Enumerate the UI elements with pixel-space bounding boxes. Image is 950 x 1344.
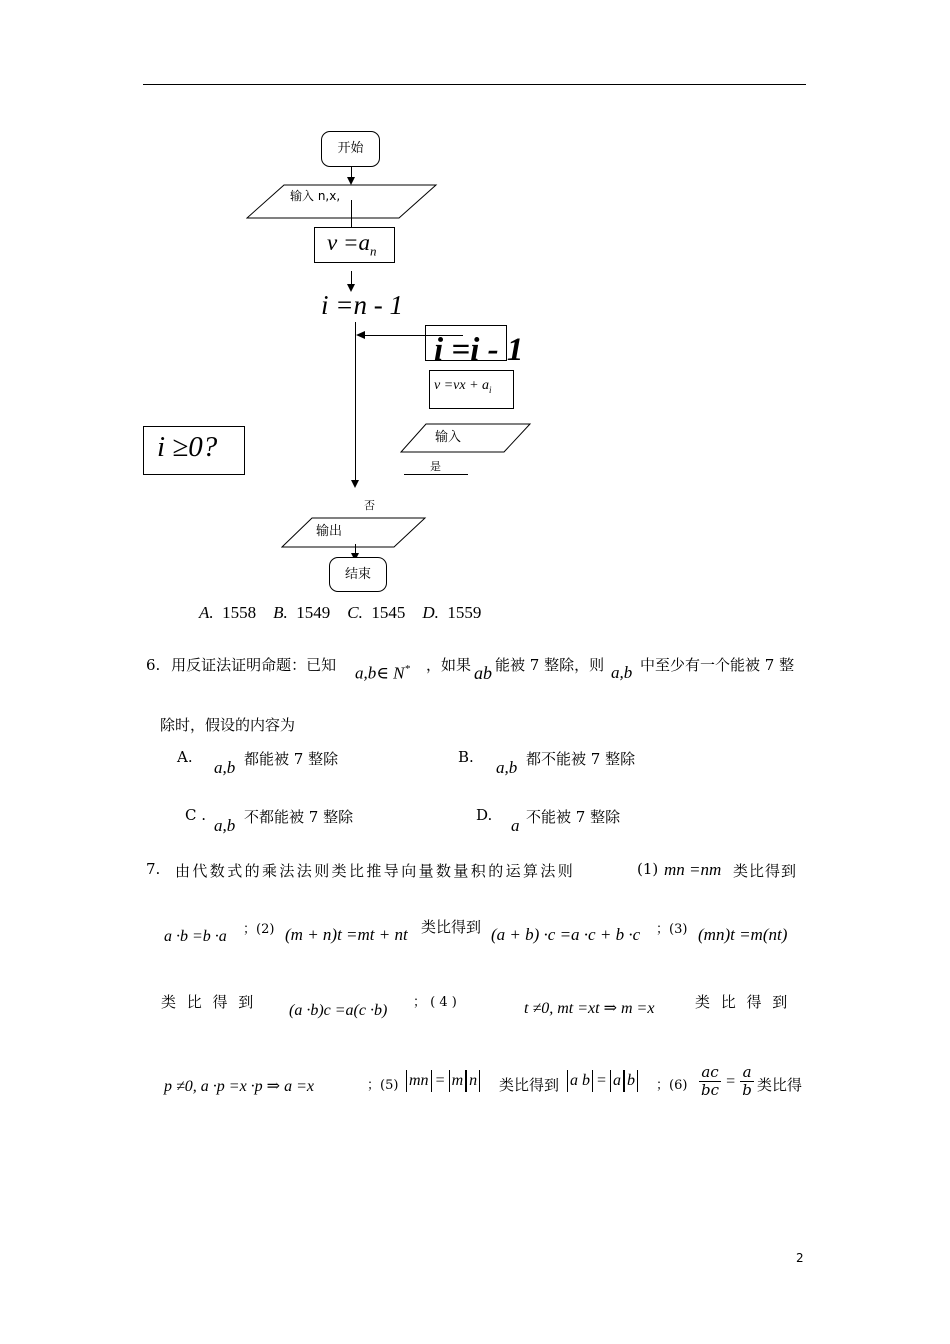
q6-number: 6. bbox=[146, 656, 161, 674]
q7-r2-math-2: (m + n)t =mt + nt bbox=[285, 925, 408, 944]
header-rule bbox=[143, 84, 806, 85]
q7-r4-fractions bbox=[699, 1064, 754, 1099]
q7-r4-eq-2: = bbox=[597, 1072, 607, 1089]
q7-text-2: 类比得到 bbox=[733, 862, 798, 880]
flow-main-line bbox=[355, 322, 356, 484]
q7-r2-math-3: (a + b) ·c =a ·c + b ·c bbox=[491, 925, 641, 944]
q5-option-d-value: 1559 bbox=[447, 603, 482, 622]
q5-option-a-letter: A. bbox=[199, 603, 214, 622]
q7-r3-text-1: 类 比 得 到 bbox=[161, 993, 257, 1011]
q5-option-a-value: 1558 bbox=[222, 603, 257, 622]
q6-line2: 除时，假设的内容为 bbox=[160, 716, 296, 734]
q6-option-a-math: a,b bbox=[214, 758, 236, 777]
flow-i-init-label: i =n - 1 bbox=[321, 290, 403, 320]
q6-option-d-letter: D. bbox=[476, 806, 493, 824]
q7-r4-text-1: 类比得到 bbox=[499, 1076, 560, 1094]
q7-r4-math-1: p ≠0, a ·p =x ·p ⇒ a =x bbox=[164, 1078, 314, 1095]
q7-r2-text-1: 类比得到 bbox=[421, 918, 482, 936]
q7-r4-abs-mn: mn bbox=[406, 1070, 432, 1092]
q7-r3-text-2: 类 比 得 到 bbox=[695, 993, 791, 1011]
flow-output-shape bbox=[281, 517, 427, 549]
q5-option-c-letter: C. bbox=[347, 603, 363, 622]
flow-start-label: 开始 bbox=[337, 141, 364, 156]
page-number: 2 bbox=[796, 1251, 804, 1265]
flow-v-init-text: v =a bbox=[327, 230, 370, 255]
q6-option-d-text: 不能被 7 整除 bbox=[526, 808, 621, 826]
flow-yes-line bbox=[404, 474, 468, 475]
flow-input1-label: 输入 n,x, bbox=[290, 189, 341, 203]
flow-arrow-down-main bbox=[351, 480, 359, 488]
q6-math-2: ab bbox=[474, 663, 492, 683]
q7-paren-1: (1) bbox=[637, 860, 659, 878]
q7-r4-frac-1-num: ac bbox=[699, 1064, 721, 1082]
flow-edge bbox=[351, 271, 352, 285]
q6-math-1 bbox=[355, 663, 410, 684]
q7-math-1: mn =nm bbox=[664, 860, 722, 879]
flow-arrow-left bbox=[356, 331, 365, 339]
flow-end-label: 结束 bbox=[344, 567, 371, 582]
q6-text-2: ，如果 bbox=[426, 656, 472, 674]
flow-end-box bbox=[329, 557, 387, 592]
q7-r2-paren-3: ；(3) bbox=[656, 922, 688, 937]
q5-option-b-value: 1549 bbox=[296, 603, 331, 622]
q6-option-a-text: 都能被 7 整除 bbox=[244, 750, 339, 768]
flow-input2-label: 输入 bbox=[435, 430, 462, 445]
q7-r3-math-2: t ≠0, mt =xt ⇒ m =x bbox=[524, 1000, 655, 1017]
q7-r4-eq-3: = bbox=[726, 1073, 736, 1090]
q7-r4-frac-2-den: b bbox=[742, 1081, 752, 1099]
flow-yes-label: 是 bbox=[430, 460, 441, 473]
flow-v-init-sub: n bbox=[369, 243, 377, 259]
q7-r4-abs-2 bbox=[567, 1070, 638, 1092]
q6-text-1: 用反证法证明命题：已知 bbox=[171, 656, 337, 674]
q6-option-c-text: 不都能被 7 整除 bbox=[244, 808, 354, 826]
flow-i-dec-label: i =i - 1 bbox=[434, 332, 524, 368]
q7-intro: 由代数式的乘法法则类比推导向量数量积的运算法则 bbox=[175, 862, 576, 880]
q7-r3-paren-4: ； ( 4 ) bbox=[413, 995, 457, 1010]
flow-edge bbox=[351, 200, 352, 230]
q6-line1 bbox=[146, 654, 336, 675]
q5-option-d-letter: D. bbox=[422, 603, 439, 622]
flow-v-update-sub: i bbox=[489, 384, 492, 395]
flow-v-init-label bbox=[327, 230, 376, 260]
q7-r4-frac-1 bbox=[699, 1064, 721, 1099]
q7-r3-math-1: (a ·b)c =a(c ·b) bbox=[289, 1002, 388, 1019]
q6-option-b-text: 都不能被 7 整除 bbox=[526, 750, 636, 768]
q7-number: 7. bbox=[146, 860, 161, 878]
q6-option-a-letter: A. bbox=[177, 748, 193, 766]
q7-r2-math-1: a ·b =b ·a bbox=[164, 928, 227, 945]
q7-r4-abs-n: n bbox=[466, 1070, 480, 1092]
q6-text-3: 能被 7 整除，则 bbox=[495, 656, 605, 674]
q6-option-c-math: a,b bbox=[214, 816, 236, 835]
flow-input1-shape bbox=[246, 184, 438, 220]
q6-option-c-letter: C . bbox=[185, 806, 207, 824]
flow-v-update-label bbox=[434, 378, 492, 395]
q6-math-3: a,b bbox=[611, 663, 633, 682]
flow-no-label: 否 bbox=[364, 499, 375, 512]
q7-r4-abs-b: b bbox=[624, 1070, 638, 1092]
flow-input2-shape bbox=[400, 423, 532, 454]
q6-option-b-math: a,b bbox=[496, 758, 518, 777]
q5-option-b-letter: B. bbox=[273, 603, 288, 622]
flow-cond-label: i ≥0? bbox=[157, 431, 218, 463]
q5-option-c-value: 1545 bbox=[371, 603, 406, 622]
q7-r4-eq-1: = bbox=[435, 1072, 445, 1089]
q7-r4-paren-5: ；(5) bbox=[367, 1078, 399, 1093]
q5-options bbox=[199, 603, 481, 623]
q7-r4-abs-1 bbox=[406, 1070, 480, 1092]
q7-r4-abs-m: m bbox=[449, 1070, 467, 1092]
q7-r4-frac-2 bbox=[740, 1064, 754, 1099]
q7-r4-text-2: 类比得 bbox=[757, 1076, 803, 1094]
flow-output-label: 输出 bbox=[316, 524, 343, 539]
q6-math-1-text: a,b∈ N bbox=[355, 663, 405, 683]
q7-r4-frac-2-num: a bbox=[740, 1064, 754, 1082]
q7-r4-frac-1-den: bc bbox=[701, 1081, 720, 1099]
q6-text-4: 中至少有一个能被 7 整 bbox=[640, 656, 795, 674]
flow-v-update-text: v =vx + a bbox=[434, 378, 490, 393]
q6-option-b-letter: B. bbox=[458, 748, 474, 766]
flow-start-box bbox=[321, 131, 380, 167]
q7-r2-math-4: (mn)t =m(nt) bbox=[698, 925, 788, 944]
q7-r2-paren-2: ；(2) bbox=[243, 922, 275, 937]
q7-r4-abs-ab: a b bbox=[567, 1070, 593, 1092]
q7-r4-abs-a: a bbox=[610, 1070, 624, 1092]
q6-option-d-math: a bbox=[511, 816, 520, 835]
q7-r4-paren-6: ；(6) bbox=[656, 1078, 688, 1093]
q6-math-1-sup: * bbox=[404, 663, 410, 675]
